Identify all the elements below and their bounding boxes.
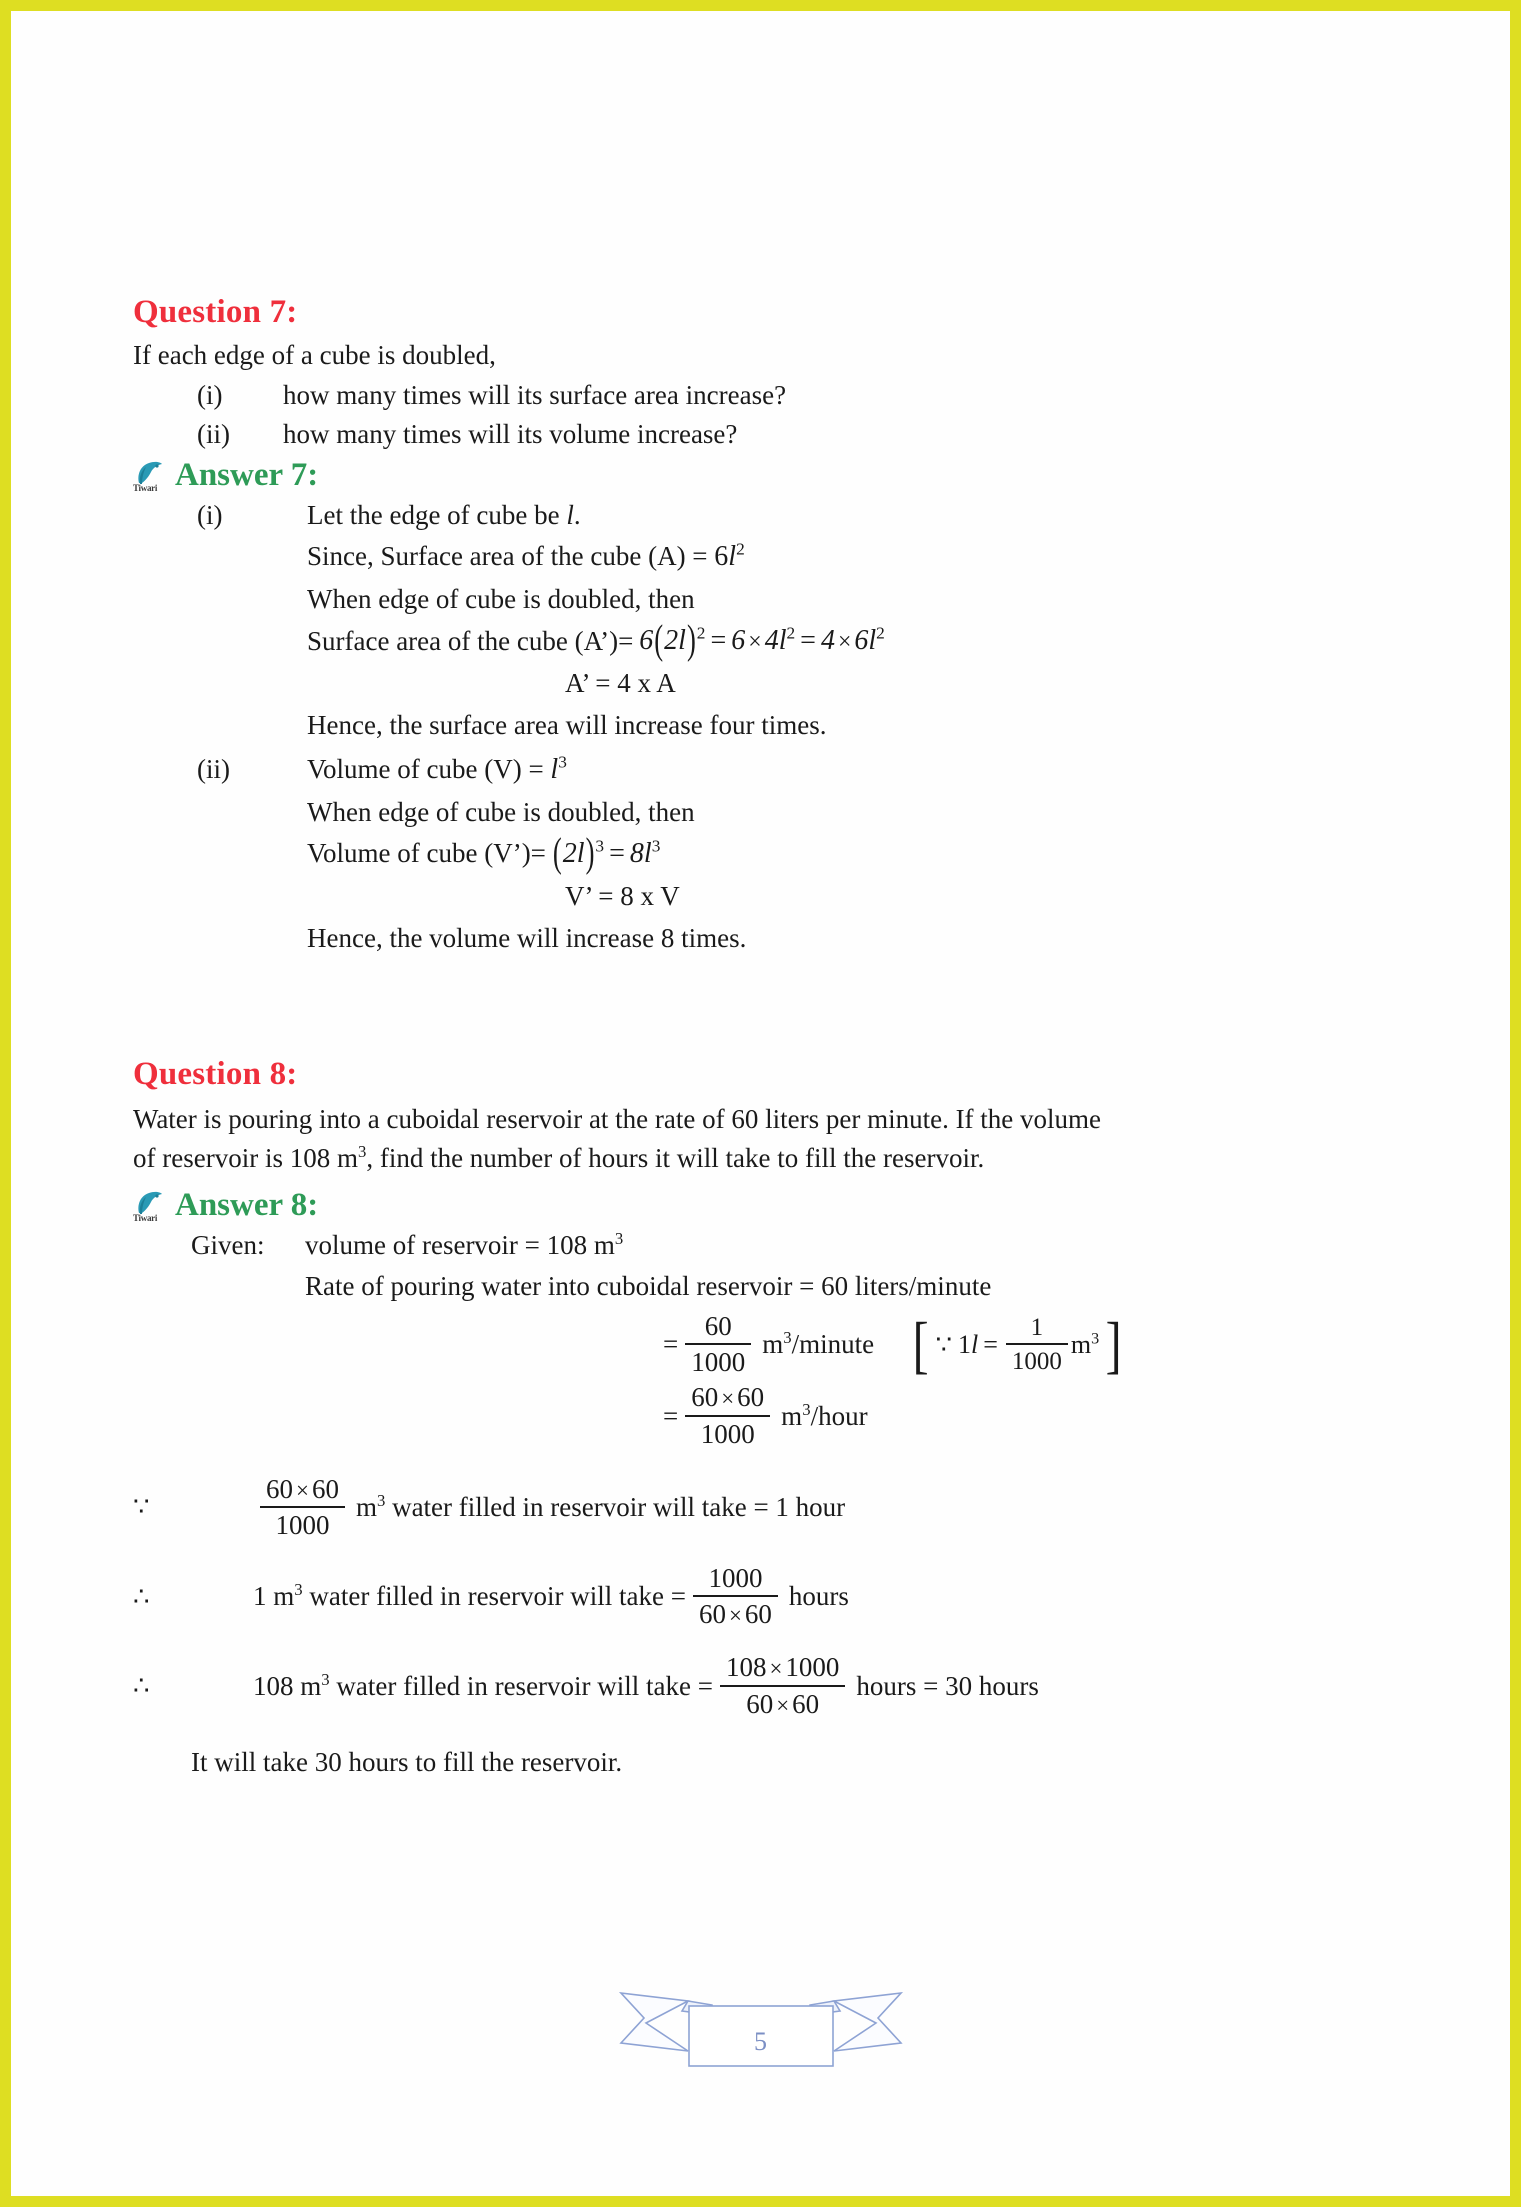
stem-volume-pre: of reservoir is 108 m <box>133 1142 358 1173</box>
volume-doubled-formula <box>552 828 661 875</box>
answer-7-heading <box>133 459 1413 492</box>
step1-unit-m: m <box>355 1491 377 1522</box>
m-4: 4 <box>764 624 779 656</box>
v-2: 2 <box>562 837 577 869</box>
v-exp3: 3 <box>595 836 605 856</box>
volume-doubled-label: Volume of cube (V’)= <box>307 838 546 869</box>
note-numerator: 1 <box>1030 1314 1044 1342</box>
step3-denominator <box>720 1685 845 1719</box>
step2-symbol: ∴ <box>133 1581 150 1611</box>
answer-8-given-row <box>191 1228 1413 1263</box>
page-inner <box>11 11 1510 2196</box>
question-7-part-ii <box>197 417 1413 452</box>
m-6: 6 <box>639 624 654 656</box>
step1-symbol: ∵ <box>133 1492 150 1522</box>
part-ii-marker: (ii) <box>197 419 230 450</box>
eq2-num-times: × <box>721 1386 735 1412</box>
step3-text-post: hours = 30 hours <box>856 1670 1039 1701</box>
answer-8-heading <box>133 1186 1413 1223</box>
note-denominator: 1000 <box>1006 1343 1068 1375</box>
period: . <box>573 500 581 531</box>
answer-8-step-2 <box>133 1564 1413 1629</box>
v-l2: l <box>643 837 652 869</box>
surface-area-doubled-label: Surface area of the cube (A’)= <box>307 625 634 656</box>
answer-7-part-ii-row <box>197 752 1413 788</box>
part-i-text: how many times will its surface area increase? <box>283 380 787 411</box>
step3-num-a: 108 <box>725 1652 767 1683</box>
step2-fraction <box>693 1564 778 1629</box>
step3-den-b: 60 <box>792 1688 820 1719</box>
eq2-unit-exp: 3 <box>802 1399 811 1419</box>
eq2-unit-m: m <box>781 1400 803 1431</box>
note-unit-m: m <box>1070 1329 1092 1359</box>
step1-unit-exp: 3 <box>376 1490 386 1510</box>
given-volume-exp: 3 <box>614 1228 624 1248</box>
eq2-denominator: 1000 <box>685 1415 770 1449</box>
answer-8-rate-line: Rate of pouring water into cuboidal reservoir = 60 liters/minute <box>305 1271 992 1302</box>
step2-den-times: × <box>728 1603 742 1629</box>
step1-body <box>253 1475 845 1540</box>
step1-rest: water filled in reservoir will take = 1 hour <box>385 1491 846 1522</box>
answer-7-conclusion-i: Hence, the surface area will increase four times. <box>307 710 827 741</box>
step3-den-times: × <box>776 1692 790 1718</box>
eq1-numerator: 60 <box>704 1311 732 1342</box>
answer-7-result-v: V’ = 8 x V <box>565 881 680 912</box>
v-l: l <box>576 837 585 869</box>
answer-7-label: Answer 7: <box>175 457 319 494</box>
step2-text-pre <box>253 1581 686 1612</box>
question-8-stem-line-1: Water is pouring into a cuboidal reservoir at the rate of 60 liters per minute. If the volume <box>133 1104 1102 1135</box>
m-6c: 6 <box>854 624 869 656</box>
step3-den-a: 60 <box>746 1688 774 1719</box>
step3-unit-exp: 3 <box>321 1669 330 1689</box>
v-exp3b: 3 <box>651 836 661 856</box>
note-unit <box>1071 1328 1099 1362</box>
step1-numerator <box>260 1475 345 1506</box>
eq2-num-b: 60 <box>737 1382 765 1413</box>
given-volume-text: volume of reservoir = 108 m <box>305 1229 615 1260</box>
answer-7-volume-doubled <box>307 828 1413 875</box>
tiwari-logo-wordmark-2: Tiwari <box>133 1212 158 1223</box>
note-lhs-var: l <box>970 1329 979 1359</box>
edge-variable: l <box>566 500 574 531</box>
surface-area-doubled-formula <box>639 615 885 662</box>
answer-8-label: Answer 8: <box>175 1186 319 1223</box>
step2-den-b: 60 <box>744 1599 772 1630</box>
page-content <box>133 296 1413 1780</box>
liter-conversion-note <box>908 1308 1126 1380</box>
answer-part-i-marker: (i) <box>197 500 223 531</box>
answer-7-conclusion-ii: Hence, the volume will increase 8 times. <box>307 923 747 954</box>
because-symbol: ∵ <box>935 1329 952 1359</box>
exp-2: 2 <box>736 540 745 560</box>
var-l-vol: l <box>550 754 559 786</box>
volume-formula <box>550 754 566 785</box>
tiwari-logo-icon <box>133 460 167 492</box>
m-l3: l <box>868 624 877 656</box>
v-eq: = <box>609 837 625 869</box>
note-fraction <box>1006 1314 1068 1375</box>
answer-8-step-3 <box>133 1653 1413 1718</box>
surface-area-formula <box>714 541 744 572</box>
answer-part-ii-line1 <box>307 752 1413 788</box>
step3-unit-m: 108 m <box>253 1670 322 1701</box>
step1-text <box>356 1492 845 1523</box>
answer-part-i-line1 <box>307 498 1413 533</box>
step2-denominator <box>693 1595 778 1629</box>
m-exp2: 2 <box>696 623 706 643</box>
eq2-numerator <box>685 1383 770 1414</box>
section-spacer <box>133 956 1413 1048</box>
note-body <box>931 1314 1103 1375</box>
m-times2: × <box>837 628 852 655</box>
right-bracket: ] <box>1105 1308 1122 1380</box>
eq1-unit-per: /minute <box>791 1329 875 1360</box>
answer-7-surface-area-def <box>307 539 1413 575</box>
question-8-heading: Question 8: <box>133 1056 298 1093</box>
answer-7-surface-area-doubled <box>307 615 1413 662</box>
answer-8-eq2-row <box>663 1383 1413 1448</box>
answer-8-conclusion: It will take 30 hours to fill the reservoir. <box>191 1746 623 1777</box>
var-l: l <box>728 541 737 573</box>
eq1-denominator: 1000 <box>685 1343 751 1377</box>
step1-num-b: 60 <box>311 1473 339 1504</box>
close-paren: ) <box>686 615 696 662</box>
left-bracket: [ <box>912 1308 929 1380</box>
step2-unit-exp: 3 <box>294 1580 303 1600</box>
step1-denominator: 1000 <box>260 1506 345 1540</box>
step3-body <box>253 1653 1039 1718</box>
step2-unit-m: 1 m <box>253 1581 295 1612</box>
step2-numerator: 1000 <box>708 1563 763 1594</box>
tiwari-logo-icon-2 <box>133 1190 167 1222</box>
m-6b: 6 <box>731 624 746 656</box>
question-7-part-i <box>197 378 1413 413</box>
page-footer <box>11 1971 1510 2081</box>
step3-mid: water filled in reservoir will take = <box>329 1670 713 1701</box>
m-2: 2 <box>664 624 679 656</box>
let-edge-text: Let the edge of cube be <box>307 500 567 531</box>
step3-numerator <box>720 1653 845 1684</box>
stem-volume-post: , find the number of hours it will take to fill the reservoir. <box>366 1142 985 1173</box>
m-eq1: = <box>710 624 727 656</box>
eq2-num-a: 60 <box>691 1382 719 1413</box>
m-exp2c: 2 <box>876 623 885 643</box>
eq2-equals: = <box>663 1400 679 1431</box>
volume-def-text: Volume of cube (V) = <box>307 754 551 785</box>
eq2-fraction <box>685 1383 770 1448</box>
v-open-paren: ( <box>552 828 562 875</box>
m-eq2: = <box>800 624 816 656</box>
question-8-stem-line-2 <box>133 1139 1403 1177</box>
m-exp2b: 2 <box>786 623 796 643</box>
eq1-unit <box>762 1327 874 1362</box>
given-label: Given: <box>191 1229 265 1260</box>
eq2-unit <box>781 1399 867 1434</box>
eq1-fraction <box>685 1312 751 1377</box>
coeff-6: 6 <box>714 541 729 573</box>
note-lhs-num: 1 <box>957 1329 971 1359</box>
eq1-equals: = <box>663 1329 679 1360</box>
v-close-paren: ) <box>585 828 595 875</box>
since-surface-area-text: Since, Surface area of the cube (A) = <box>307 541 715 572</box>
answer-part-ii-marker: (ii) <box>197 754 230 785</box>
answer-7-part-i-row <box>197 498 1413 533</box>
page-number-ribbon <box>616 1971 906 2081</box>
exp-3: 3 <box>558 753 567 773</box>
step2-text-post: hours <box>788 1581 849 1612</box>
tiwari-logo-wordmark: Tiwari <box>133 483 158 494</box>
step3-fraction <box>720 1653 845 1718</box>
v-8: 8 <box>629 837 644 869</box>
eq2-unit-per: /hour <box>810 1400 868 1431</box>
answer-7-doubled-note-2: When edge of cube is doubled, then <box>307 796 695 827</box>
step3-symbol: ∴ <box>133 1671 150 1701</box>
note-unit-exp: 3 <box>1091 1330 1100 1348</box>
question-7-heading: Question 7: <box>133 294 298 330</box>
page-number: 5 <box>754 2027 767 2056</box>
step2-mid: water filled in reservoir will take = <box>302 1581 686 1612</box>
step3-num-times: × <box>769 1656 783 1682</box>
step1-num-times: × <box>296 1477 309 1503</box>
stem-volume-exp: 3 <box>357 1141 367 1161</box>
step1-num-a: 60 <box>266 1473 293 1504</box>
step1-fraction <box>260 1475 345 1540</box>
m-times1: × <box>748 628 762 655</box>
note-equals: = <box>983 1329 998 1359</box>
answer-8-eq1-row <box>663 1308 1413 1380</box>
part-i-marker: (i) <box>197 380 223 411</box>
question-7-stem: If each edge of a cube is doubled, <box>133 340 496 370</box>
open-paren: ( <box>654 615 664 662</box>
answer-7-result-a: A’ = 4 x A <box>565 668 676 699</box>
step3-text-pre <box>253 1671 713 1702</box>
m-l2: l <box>778 624 787 656</box>
given-value <box>305 1228 1413 1263</box>
eq1-unit-m: m <box>762 1329 784 1360</box>
step2-den-a: 60 <box>698 1599 726 1630</box>
part-ii-text: how many times will its volume increase? <box>283 419 738 450</box>
m-4b: 4 <box>820 624 835 656</box>
step2-body <box>253 1564 849 1629</box>
step3-num-b: 1000 <box>785 1652 840 1683</box>
answer-8-step-1 <box>133 1475 1413 1540</box>
m-l: l <box>678 624 686 656</box>
answer-7-doubled-note-1: When edge of cube is doubled, then <box>307 583 695 614</box>
eq1-unit-exp: 3 <box>783 1328 792 1348</box>
